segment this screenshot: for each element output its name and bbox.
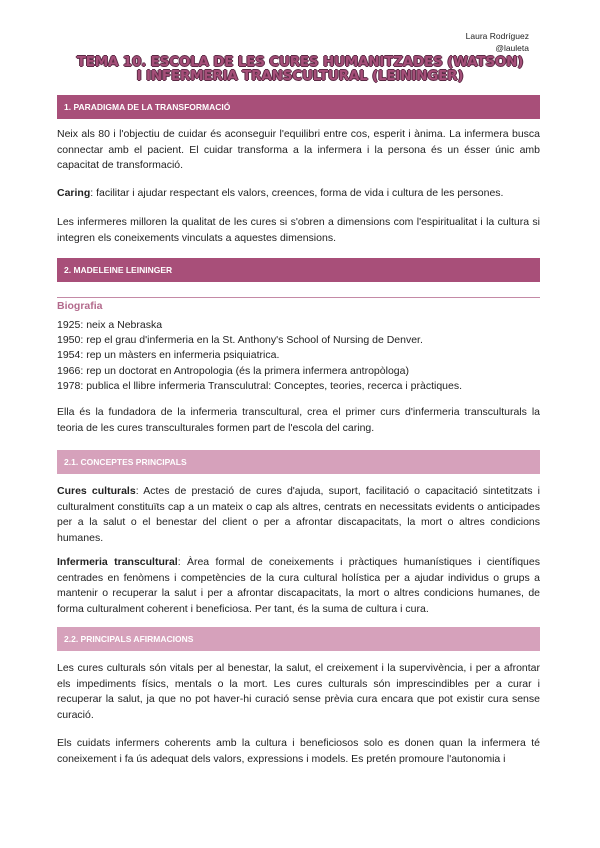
paragraph-caring xyxy=(57,186,540,202)
list-item: 1966: rep un doctorat en Antropologia (és la primera infermera antropòloga) xyxy=(57,364,409,377)
section-heading-conceptes: 2.1. CONCEPTES PRINCIPALS xyxy=(57,450,540,474)
paragraph-qualitat: Les infermeres milloren la qualitat de les cures si s'obren a dimensions com l'espiritualitat i la cultura si integren els coneixements vinculats a aquestes dimensions. xyxy=(57,216,540,244)
paragraph-fundadora: Ella és la fundadora de la infermeria transcultural, crea el primer curs d'infermeria transculturals la teoria de les cures transculturales formen part de l'escola del caring. xyxy=(57,406,540,434)
list-item: 1925: neix a Nebraska xyxy=(57,319,163,331)
list-item: 1950: rep el grau d'infermeria en la St. Anthony's School of Nursing de Denver. xyxy=(57,334,423,347)
title-line-1: TEMA 10. ESCOLA DE LES CURES HUMANITZADES (WATSON) xyxy=(76,54,524,70)
caring-definition: : facilitar i ajudar respectant els valors, creences, forma de vida i cultura de les persones. xyxy=(90,187,504,199)
document-title xyxy=(60,55,540,83)
paragraph-cuidats-coherents: Els cuidats infermers coherents amb la cultura i beneficiosos solo es donen quan la infermera té coneixement i fa ús adequat dels valors, expressions i models. Es pretén promoure l'autonomia i xyxy=(57,737,540,765)
section-heading-leininger: 2. MADELEINE LEININGER xyxy=(57,258,540,282)
section-heading-paradigma: 1. PARADIGMA DE LA TRANSFORMACIÓ xyxy=(57,95,540,119)
title-line-2: I INFERMERIA TRANSCULTURAL (LEININGER) xyxy=(136,68,464,84)
subheading-biografia: Biografia xyxy=(57,297,540,312)
infermeria-transcultural-definition: : Àrea formal de coneixements i pràctiques humanístiques i científiques centrades en fenòmens i competències de la cura cultural holística per a ajudar individus o grups a mantenir o recuperar la salut i per a afrontar discapacitats, la mort o altres condicions humanes, de forma culturalment coherent i beneficiosa. Per tant, és la suma de cultura i cura. xyxy=(57,556,540,615)
paragraph-paradigma-intro: Neix als 80 i l'objectiu de cuidar és aconseguir l'equilibri entre cos, esperit i ànima. La infermera busca connectar amb el pacient. El cuidar transforma a la infermera i la persona és un ésser únic amb capacitat de transformació. xyxy=(57,128,540,172)
paragraph-cures-culturals xyxy=(57,484,540,546)
biography-list xyxy=(57,318,540,394)
term-cures-culturals: Cures culturals xyxy=(57,485,136,497)
section-heading-afirmacions: 2.2. PRINCIPALS AFIRMACIONS xyxy=(57,627,540,651)
paragraph-cures-vitals: Les cures culturals són vitals per al benestar, la salut, el creixement i la supervivència, i per a afrontar els impediments físics, mentals o la mort. Les cures culturals són imprescindibles per a curar i recuperar la salut, ja que no pot haver-hi curació sense prèvia cura encara que pot existir cura sense curació. xyxy=(57,662,540,721)
author-block xyxy=(466,30,529,54)
cures-culturals-definition: : Actes de prestació de cures d'ajuda, suport, facilitació o capacitació sintetitzats i culturalment constituïts cap a un mateix o cap als altres, centrats en necessitats evidents o anticipades per a la salut o el benestar del client o per a afrontar discapacitats, la mort o altres condicions humanes. xyxy=(57,485,540,544)
author-handle: @lauleta xyxy=(495,43,529,53)
paragraph-infermeria-transcultural xyxy=(57,555,540,617)
list-item: 1978: publica el llibre infermeria Transculutral: Conceptes, teories, recerca i pràctiques. xyxy=(57,379,463,392)
term-caring: Caring xyxy=(57,187,91,199)
list-item: 1954: rep un màsters en infermeria psiquiatrica. xyxy=(57,349,280,362)
term-infermeria-transcultural: Infermeria transcultural xyxy=(57,556,178,568)
author-name: Laura Rodríguez xyxy=(465,31,529,41)
